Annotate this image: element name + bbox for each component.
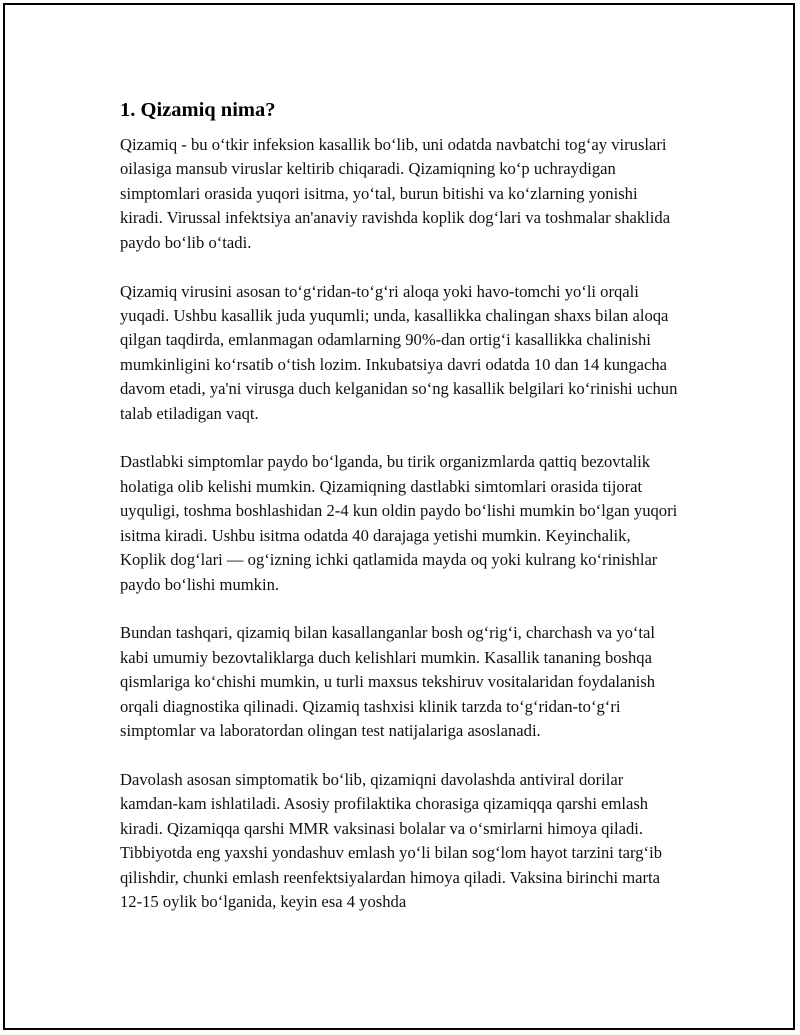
document-content — [120, 97, 680, 939]
paragraph-5: Davolash asosan simptomatik boʻlib, qizamiqni davolashda antiviral dorilar kamdan-kam ishlatiladi. Asosiy profilaktika chorasiga qizamiqqa qarshi emlash kiradi. Qizamiqqa qarshi MMR vaksinasi bolalar va oʻsmirlarni himoya qiladi. Tibbiyotda eng yaxshi yondashuv emlash yoʻli bilan sogʻlom hayot tarzini targʻib qilishdir, chunki emlash reenfektsiyalardan himoya qiladi. Vaksina birinchi marta 12-15 oylik boʻlganida, keyin esa 4 yoshda — [120, 769, 662, 911]
paragraph-4: Bundan tashqari, qizamiq bilan kasallanganlar bosh ogʻrigʻi, charchash va yoʻtal kabi umumiy bezovtaliklarga duch kelishlari mumkin. Kasallik tananing boshqa qismlariga koʻchishi mumkin, u turli maxsus tekshiruv vositalaridan foydalanish orqali diagnostika qilinadi. Qizamiq tashxisi klinik tarzda toʻgʻridan-toʻgʻri simptomlar va laboratordan olingan test natijalariga asoslanadi. — [120, 623, 656, 741]
paragraph-2: Qizamiq virusini asosan toʻgʻridan-toʻgʻri aloqa yoki havo-tomchi yoʻli orqali yuqadi. Ushbu kasallik juda yuqumli; unda, kasallikka chalingan shaxs bilan aloqa qilgan taqdirda, emlanmagan odamlarning 90%-dan ortigʻi kasallikka chalinishi mumkinligini koʻrsatib oʻtish lozim. Inkubatsiya davri odatda 10 dan 14 kungacha davom etadi, ya'ni virusga duch kelganidan soʻng kasallik belgilari koʻrinishi uchun talab etiladigan vaqt. — [120, 281, 678, 423]
paragraph-1: Qizamiq - bu oʻtkir infeksion kasallik boʻlib, uni odatda navbatchi togʻay viruslari oilasiga mansub viruslar keltirib chiqaradi. Qizamiqning koʻp uchraydigan simptomlari orasida yuqori isitma, yoʻtal, burun bitishi va koʻzlarning yonishi kiradi. Virussal infektsiya an'anaviy ravishda koplik dogʻlari va toshmalar shaklida paydo boʻlib oʻtadi. — [120, 135, 671, 252]
paragraph-3: Dastlabki simptomlar paydo boʻlganda, bu tirik organizmlarda qattiq bezovtalik holatiga olib kelishi mumkin. Qizamiqning dastlabki simtomlari orasida tijorat uyquligi, toshma boshlashidan 2-4 kun oldin paydo boʻlishi mumkin boʻlgan yuqori isitma kiradi. Ushbu isitma odatda 40 darajaga yetishi mumkin. Keyinchalik, Koplik dogʻlari — ogʻizning ichki qatlamida mayda oq yoki kulrang koʻrinishlar paydo boʻlishi mumkin. — [120, 452, 678, 594]
section-heading: 1. Qizamiq nima? — [120, 99, 276, 121]
document-page — [3, 3, 795, 1030]
